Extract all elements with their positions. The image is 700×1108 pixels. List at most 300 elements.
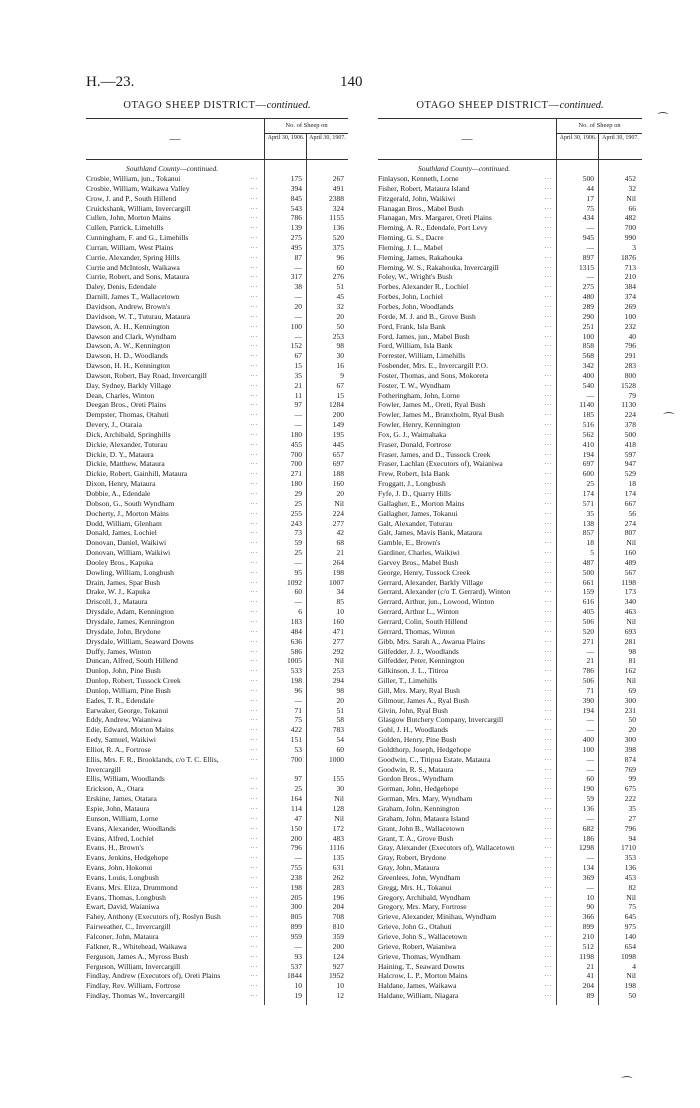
owner-name: Halcrow, L. P., Morton Mains	[378, 971, 468, 981]
sheep-1907: 172	[332, 823, 344, 833]
owner-name: Golden, Henry, Pine Bush	[378, 735, 457, 745]
table-row	[86, 962, 348, 972]
table-row	[378, 450, 642, 460]
sheep-1906: 533	[290, 666, 302, 676]
table-row	[378, 765, 642, 775]
owner-name: Fraser, Lachlan (Executors of), Waianiwa	[378, 459, 503, 469]
sheep-1907: 324	[332, 203, 344, 213]
report-reference: H.—23.	[86, 74, 135, 90]
sheep-1906: —	[586, 764, 594, 774]
table-row	[86, 883, 348, 893]
owner-name: Donovan, Daniel, Waikiwi	[86, 538, 167, 548]
table-row	[378, 637, 642, 647]
sheep-1907: 79	[628, 390, 636, 400]
sheep-1906: 198	[290, 882, 302, 892]
sheep-1906: 700	[290, 459, 302, 469]
table-row	[378, 922, 642, 932]
leader-dots: ...	[250, 775, 258, 782]
owner-name: Dawson, Robert, Bay Road, Invercargill	[86, 370, 207, 380]
sheep-1907: 378	[624, 420, 636, 430]
owner-name: Dunlop, John, Pine Bush	[86, 666, 161, 676]
leader-dots: ...	[250, 864, 258, 871]
sheep-1906: 25	[294, 784, 302, 794]
table-row	[86, 391, 348, 401]
table-row	[378, 558, 642, 568]
owner-name: Fisher, Robert, Mataura Island	[378, 183, 470, 193]
owner-name: Fowler, James M., Oreti, Ryal Bush	[378, 400, 486, 410]
pen-mark: ⁀	[622, 1076, 632, 1090]
leader-dots: ...	[250, 194, 258, 201]
owner-name: Gregg, Mrs. H., Tokanui	[378, 882, 452, 892]
leader-dots: ...	[250, 253, 258, 260]
sheep-1907: 231	[624, 705, 636, 715]
owner-name: Fleming, J. L., Mabel	[378, 242, 443, 252]
sheep-1906: 35	[294, 370, 302, 380]
owner-name: Fox, G. J., Waimahaka	[378, 429, 447, 439]
leader-dots: ...	[250, 627, 258, 634]
table-row	[378, 489, 642, 499]
owner-name: Darnill, James T., Wallacetown	[86, 292, 180, 302]
table-row	[86, 745, 348, 755]
sheep-1906: 164	[290, 794, 302, 804]
sheep-1907: 98	[628, 646, 636, 656]
owner-name: Fleming, James, Rakahouka	[378, 252, 463, 262]
sheep-1907: 98	[336, 685, 344, 695]
table-row	[86, 243, 348, 253]
owner-name: Giller, T., Limehills	[378, 676, 438, 686]
sheep-1907: 75	[628, 902, 636, 912]
table-row	[378, 893, 642, 903]
leader-dots: ...	[250, 726, 258, 733]
table-row	[86, 430, 348, 440]
owner-name: Evans, Jenkins, Hedgehope	[86, 853, 169, 863]
sheep-1906: —	[294, 597, 302, 607]
table-row	[86, 843, 348, 853]
sheep-1906: 540	[582, 380, 594, 390]
sheep-1906: 10	[294, 981, 302, 991]
leader-dots: ...	[544, 627, 552, 634]
sheep-1906: 755	[290, 863, 302, 873]
owner-name: Dawson, H. H., Kennington	[86, 361, 170, 371]
sheep-1906: 275	[582, 282, 594, 292]
leader-dots: ...	[544, 873, 552, 880]
owner-name: Eedy, Samuel, Waikiwi	[86, 735, 157, 745]
sheep-1907: Nil	[334, 794, 344, 804]
owner-name: Goodwin, C., Titipua Estate, Mataura	[378, 754, 491, 764]
leader-dots: ...	[250, 312, 258, 319]
sheep-1906: —	[294, 557, 302, 567]
table-row	[378, 351, 642, 361]
leader-dots: ...	[544, 736, 552, 743]
owner-name: Currie, Alexander, Spring Hills	[86, 252, 180, 262]
section-title	[378, 100, 642, 118]
sheep-1906: 455	[290, 439, 302, 449]
owner-name: Dempster, Thomas, Otahuti	[86, 410, 169, 420]
sheep-1906: —	[294, 311, 302, 321]
owner-name: Goodwin, R. S., Mataura	[378, 764, 454, 774]
sheep-1907: 4	[632, 961, 636, 971]
owner-name: Fosbender, Mrs. E., Invercargill P.O.	[378, 361, 488, 371]
owner-name: Haldane, William, Niagara	[378, 991, 459, 1001]
sheep-1907: 30	[336, 784, 344, 794]
sheep-1907: 567	[624, 567, 636, 577]
leader-dots: ...	[544, 578, 552, 585]
sheep-1907: 807	[624, 528, 636, 538]
owner-name: Galt, Alexander, Tuturau	[378, 518, 453, 528]
sheep-1907: 657	[332, 449, 344, 459]
sheep-1906: 200	[290, 833, 302, 843]
county-heading	[378, 160, 642, 174]
leader-dots: ...	[250, 805, 258, 811]
owner-name: Dickie, Alexander, Tuturau	[86, 439, 168, 449]
sheep-1906: 198	[290, 676, 302, 686]
leader-dots: ...	[544, 883, 552, 890]
sheep-1906: 25	[294, 548, 302, 558]
sheep-1907: 975	[624, 922, 636, 932]
sheep-1907: 35	[628, 804, 636, 813]
leader-dots: ...	[250, 578, 258, 585]
leader-dots: ...	[544, 657, 552, 664]
sheep-1906: 410	[582, 439, 594, 449]
table-row	[378, 647, 642, 657]
sheep-1906: 19	[294, 991, 302, 1001]
sheep-1907: 32	[628, 183, 636, 193]
sheep-1907: 693	[624, 626, 636, 636]
leader-dots: ...	[544, 381, 552, 388]
leader-dots: ...	[250, 598, 258, 605]
sheep-1907: 224	[624, 410, 636, 420]
sheep-1906: 185	[582, 410, 594, 420]
owner-name: Fowler, James M., Branxholm, Ryal Bush	[378, 410, 504, 420]
owner-name: Galt, James, Mavis Bank, Mataura	[378, 528, 482, 538]
owner-name: Graham, John, Mataura Island	[378, 813, 470, 823]
sheep-1907: 140	[624, 931, 636, 941]
table-row	[378, 499, 642, 509]
sheep-1907: 262	[332, 872, 344, 882]
sheep-1907: 1710	[621, 843, 636, 853]
date-1907-header: April 30, 1907.	[306, 134, 348, 159]
leader-dots: ...	[250, 293, 258, 300]
leader-dots: ...	[250, 923, 258, 930]
table-row	[378, 440, 642, 450]
sheep-1907: 274	[624, 518, 636, 528]
table-row	[86, 607, 348, 617]
owner-name: Day, Sydney, Barkly Village	[86, 380, 172, 390]
leader-dots: ...	[544, 293, 552, 300]
table-row	[86, 519, 348, 529]
sheep-count-header: No. of Sheep on	[556, 119, 642, 134]
sheep-1906: 290	[582, 311, 594, 321]
sheep-1906: 1844	[287, 971, 302, 981]
sheep-1906: 136	[582, 804, 594, 813]
leader-dots: ...	[544, 204, 552, 211]
sheep-1906: 506	[582, 616, 594, 626]
leader-dots: ...	[544, 647, 552, 654]
table-row	[378, 538, 642, 548]
leader-dots: ...	[544, 824, 552, 831]
sheep-1906: 60	[586, 774, 594, 784]
leader-dots: ...	[250, 785, 258, 792]
sheep-1907: 20	[628, 725, 636, 735]
leader-dots: ...	[250, 814, 258, 821]
sheep-1906: 180	[290, 479, 302, 489]
owner-name: Gordon Bros., Wyndham	[378, 774, 454, 784]
table-row	[378, 725, 642, 735]
table-row	[86, 233, 348, 243]
leader-dots: ...	[544, 617, 552, 624]
owner-name: Crow, J. and P., South Hillend	[86, 193, 177, 203]
sheep-1906: 506	[582, 676, 594, 686]
sheep-1906: —	[586, 223, 594, 233]
owner-name: Gerrard, Thomas, Winton	[378, 626, 455, 636]
table-row	[378, 843, 642, 853]
owner-name: Forbes, Alexander R., Lochiel	[378, 282, 469, 292]
page-header	[0, 74, 700, 94]
leader-dots: ...	[544, 175, 552, 181]
sheep-1906: 562	[582, 429, 594, 439]
leader-dots: ...	[250, 480, 258, 487]
sheep-1907: 45	[336, 292, 344, 302]
leader-dots: ...	[544, 421, 552, 428]
sheep-1906: 138	[582, 518, 594, 528]
owner-name: Dick, Archibald, Springhills	[86, 429, 171, 439]
sheep-1907: 60	[336, 262, 344, 272]
leader-dots: ...	[250, 972, 258, 979]
owner-name: Earwaker, George, Tokanui	[86, 705, 169, 715]
sheep-1906: —	[294, 695, 302, 705]
table-row	[378, 676, 642, 686]
owner-name: Donovan, William, Waikiwi	[86, 548, 171, 558]
table-row	[86, 971, 348, 981]
table-row	[86, 312, 348, 322]
table-row	[86, 184, 348, 194]
sheep-1907: 1198	[621, 577, 636, 587]
sheep-1907: 631	[332, 863, 344, 873]
sheep-1907: 200	[332, 410, 344, 420]
leader-dots: ...	[544, 263, 552, 270]
owner-name: Garvey Bros., Mabel Bush	[378, 557, 459, 567]
sheep-1907: 188	[332, 469, 344, 479]
sheep-1906: 71	[586, 685, 594, 695]
owner-name: Docherty, J., Morton Mains	[86, 508, 169, 518]
table-row	[378, 479, 642, 489]
table-row	[378, 607, 642, 617]
leader-dots: ...	[544, 913, 552, 920]
sheep-1906: 512	[582, 941, 594, 951]
sheep-1907: 675	[624, 784, 636, 794]
table-row	[378, 292, 642, 302]
table-row	[86, 617, 348, 627]
sheep-1906: 405	[582, 607, 594, 617]
leader-dots: ...	[544, 942, 552, 949]
table-row	[378, 666, 642, 676]
sheep-1907: 697	[332, 459, 344, 469]
owner-name: Fowler, Henry, Kennington	[378, 420, 461, 430]
sheep-1907: 375	[332, 242, 344, 252]
table-row	[86, 174, 348, 184]
table-row	[86, 489, 348, 499]
sheep-1906: 1092	[287, 577, 302, 587]
sheep-1906: 487	[582, 557, 594, 567]
owner-name: Findlay, Rev. William, Fortrose	[86, 981, 181, 991]
sheep-1907: 489	[624, 557, 636, 567]
leader-dots: ...	[250, 529, 258, 536]
owner-name: Crosbie, William, Waikawa Valley	[86, 183, 190, 193]
sheep-1907: 100	[624, 311, 636, 321]
leader-dots: ...	[544, 598, 552, 605]
table-row	[86, 627, 348, 637]
sheep-1907: 136	[332, 223, 344, 233]
sheep-1907: 58	[336, 715, 344, 725]
leader-dots: ...	[250, 608, 258, 615]
sheep-1906: 1198	[579, 951, 594, 961]
table-row	[378, 597, 642, 607]
sheep-1907: Nil	[334, 656, 344, 666]
sheep-1907: 292	[332, 646, 344, 656]
date-1906-header: April 30, 1906.	[264, 134, 307, 159]
sheep-1907: 1007	[329, 577, 344, 587]
owner-name: Davidson, Andrew, Brown's	[86, 301, 171, 311]
leader-dots: ...	[544, 539, 552, 546]
owner-name: Fitzgerald, John, Waikiwi	[378, 193, 456, 203]
table-row	[378, 863, 642, 873]
sheep-1906: 96	[294, 685, 302, 695]
owner-name: Fraser, Donald, Fortrose	[378, 439, 452, 449]
owner-name: Gray, Robert, Brydone	[378, 853, 447, 863]
sheep-1906: —	[586, 853, 594, 863]
table-row	[378, 696, 642, 706]
table-row	[378, 420, 642, 430]
sheep-1907: 796	[624, 341, 636, 351]
leader-dots: ...	[250, 992, 258, 999]
owner-name: Frew, Robert, Isla Bank	[378, 469, 450, 479]
sheep-1906: 29	[294, 489, 302, 498]
sheep-1906: —	[586, 715, 594, 725]
leader-dots: ...	[250, 411, 258, 418]
sheep-1906: 5	[590, 548, 594, 558]
sheep-1906: 186	[582, 833, 594, 843]
leader-dots: ...	[544, 696, 552, 703]
owner-name: Cunningham, F. and G., Limehills	[86, 233, 189, 243]
left-column	[86, 100, 348, 1001]
sheep-1906: 899	[290, 922, 302, 932]
sheep-1906: 41	[586, 971, 594, 981]
owner-name: Gohl, J. H., Woodlands	[378, 725, 448, 735]
sheep-1907: 155	[332, 774, 344, 784]
sheep-1907: 418	[624, 439, 636, 449]
leader-dots: ...	[250, 175, 258, 181]
table-row	[378, 263, 642, 273]
leader-dots: ...	[250, 854, 258, 861]
sheep-1907: 253	[332, 331, 344, 341]
sheep-1906: —	[586, 813, 594, 823]
table-row	[86, 282, 348, 292]
owner-name: Grieve, Thomas, Wyndham	[378, 951, 461, 961]
leader-dots: ...	[544, 962, 552, 969]
owner-name: Drake, W. J., Kapuka	[86, 587, 150, 597]
leader-dots: ...	[544, 588, 552, 595]
sheep-1906: 899	[582, 922, 594, 932]
sheep-1907: 300	[624, 695, 636, 705]
sheep-1906: 845	[290, 193, 302, 203]
table-row	[378, 459, 642, 469]
sheep-1906: 194	[582, 705, 594, 715]
leader-dots: ...	[250, 932, 258, 939]
table-row	[86, 302, 348, 312]
owner-name: Findlay, Thomas W., Invercargill	[86, 991, 185, 1001]
table-row	[378, 715, 642, 725]
sheep-1907: 69	[628, 685, 636, 695]
owner-name: Froggatt, J., Longbush	[378, 479, 446, 489]
owner-name: Currie and McIntosh, Waikawa	[86, 262, 180, 272]
owner-name: Gallagher, E., Morton Mains	[378, 498, 465, 508]
owner-name: Fahey, Anthony (Executors of), Roslyn Bush	[86, 912, 221, 922]
owner-name: Gregory, Mrs. Mary, Fortrose	[378, 902, 467, 912]
table-row	[86, 499, 348, 509]
owner-name: Dawson, A. W., Kennington	[86, 341, 171, 351]
owner-name: Gerrard, Arthur L., Winton	[378, 607, 459, 617]
owner-name: Dean, Charles, Winton	[86, 390, 155, 400]
owner-name: Flanagan Bros., Mabel Bush	[378, 203, 464, 213]
sheep-1906: 537	[290, 961, 302, 971]
table-row	[378, 213, 642, 223]
leader-dots: ...	[544, 224, 552, 231]
owner-name: Drysdale, Adam, Kennington	[86, 607, 174, 617]
leader-dots: ...	[250, 834, 258, 841]
owner-name: Gerrard, Alexander (c/o T. Gerrard), Winton	[378, 587, 511, 597]
leader-dots: ...	[250, 470, 258, 477]
sheep-1907: 99	[628, 774, 636, 784]
sheep-1906: 796	[290, 843, 302, 853]
sheep-1906: 571	[582, 498, 594, 508]
sheep-1907: 68	[336, 538, 344, 548]
owner-name: Gerrard, Alexander, Barkly Village	[378, 577, 484, 587]
leader-dots: ...	[250, 667, 258, 674]
leader-dots: ...	[544, 932, 552, 939]
sheep-1907: 947	[624, 459, 636, 469]
sheep-1907: 520	[332, 233, 344, 243]
leader-dots: ...	[544, 864, 552, 871]
leader-dots: ...	[250, 558, 258, 565]
table-row	[86, 528, 348, 538]
owner-name: Grieve, John G., Otahuti	[378, 922, 452, 932]
leader-dots: ...	[544, 184, 552, 191]
leader-dots: ...	[544, 893, 552, 900]
owner-name: Evans, Alexander, Woodlands	[86, 823, 176, 833]
sheep-1906: 17	[586, 193, 594, 203]
table-row	[378, 469, 642, 479]
sheep-1907: 210	[624, 272, 636, 282]
owner-name: Foley, W., Wright's Bush	[378, 272, 453, 282]
owner-name: Drysdale, James, Kennington	[86, 616, 175, 626]
table-row	[378, 361, 642, 371]
owner-name: Gerrard, Colin, South Hillend	[378, 616, 468, 626]
table-row	[378, 962, 642, 972]
owner-name: Cruickshank, William, Invercargill	[86, 203, 191, 213]
owner-name: Gilmour, James A., Ryal Bush	[378, 695, 469, 705]
sheep-1907: 195	[332, 429, 344, 439]
leader-dots: ...	[250, 243, 258, 250]
owner-name: Gallagher, James, Tokanui	[378, 508, 458, 518]
sheep-1906: 366	[582, 912, 594, 922]
table-row	[378, 509, 642, 519]
owner-name: Gorman, John, Hedgehope	[378, 784, 459, 794]
sheep-1907: 253	[332, 666, 344, 676]
owner-name: Forde, M. J. and B., Grove Bush	[378, 311, 476, 321]
owner-name: Dickie, Robert, Gainhill, Mataura	[86, 469, 188, 479]
table-row	[86, 834, 348, 844]
county-heading-text: Southland County—continued.	[126, 164, 219, 173]
